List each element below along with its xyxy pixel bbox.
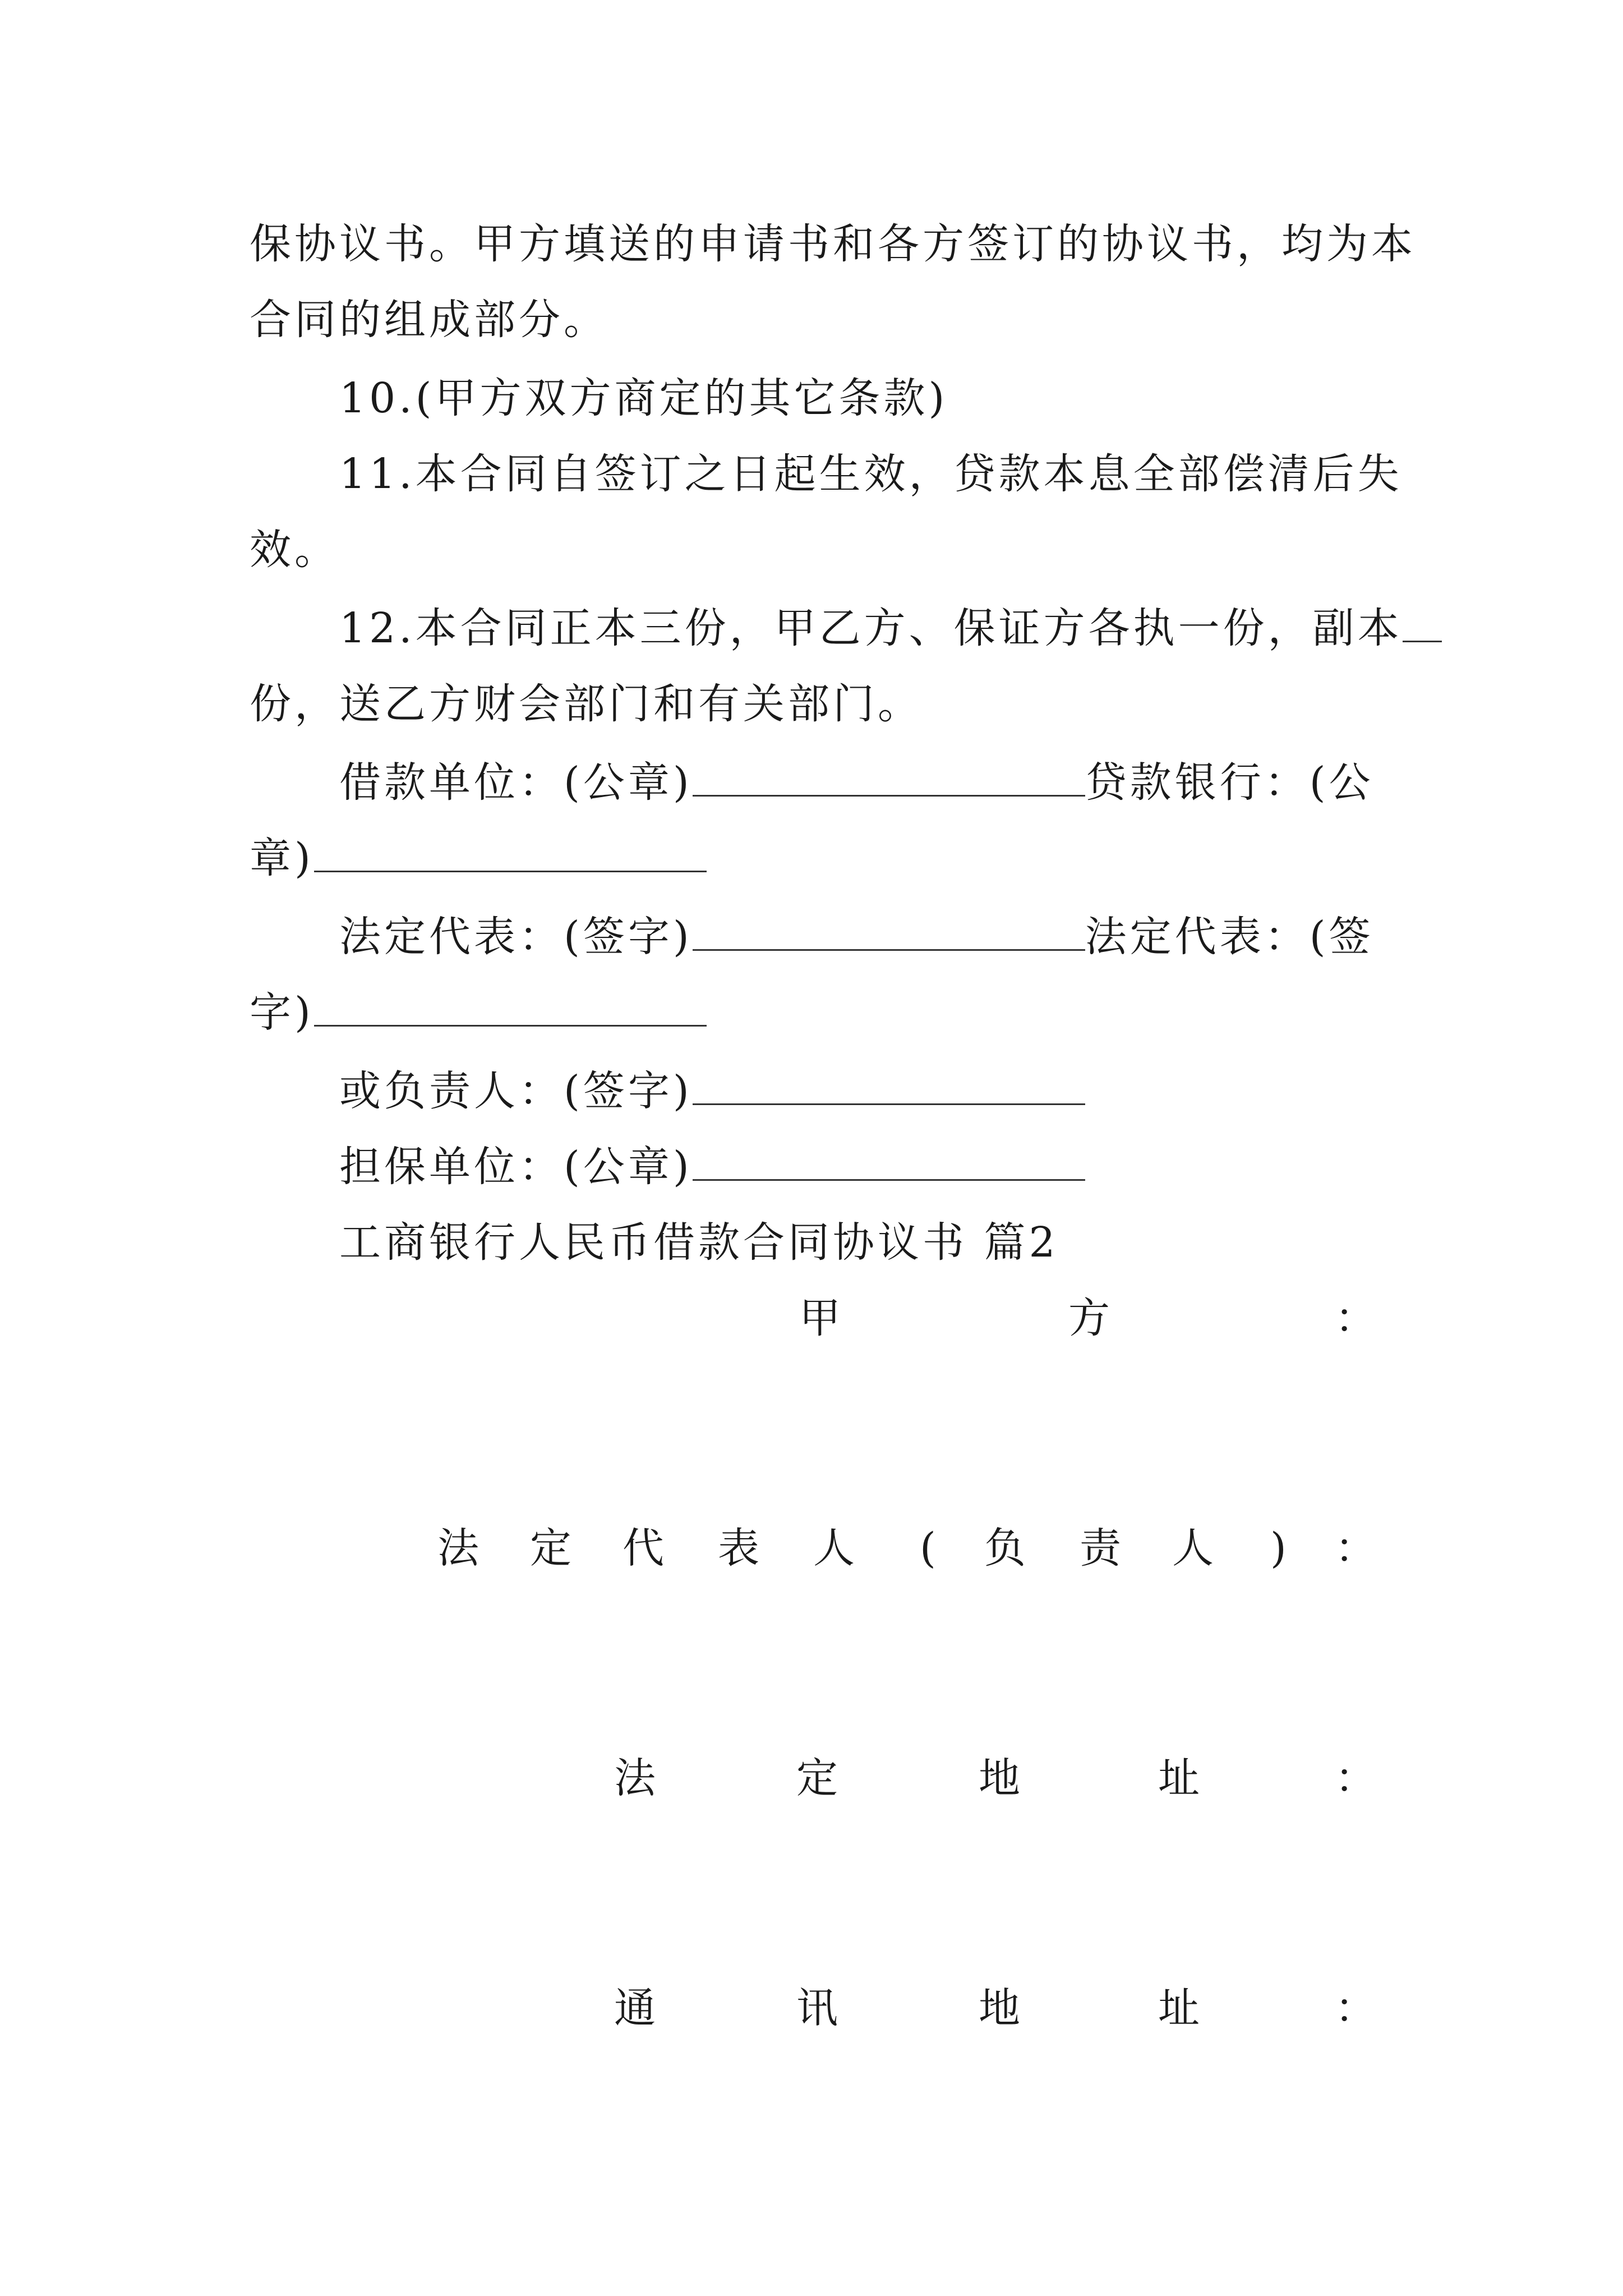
mail-address-colon: ： (1335, 1984, 1376, 2032)
para11-line1: 11.本合同自签订之日起生效，贷款本息全部偿清后失 (339, 450, 1403, 498)
para11-line2: 效。 (250, 526, 339, 574)
borrower-label: 借款单位：(公章) (339, 758, 693, 807)
legal-address-char-3: 地 (979, 1754, 1020, 1802)
bank-label: 贷款银行：(公 (1085, 758, 1374, 807)
legal-rep-char-6: ( (920, 1524, 936, 1572)
legal-rep2-label-cont: 字) (250, 988, 314, 1037)
sig-row-legal-rep (339, 909, 1374, 965)
mail-address-char-3: 地 (979, 1984, 1020, 2032)
legal-rep-label: 法定代表：(签字) (339, 913, 693, 961)
legal-rep-char-9: 人 (1172, 1524, 1214, 1572)
sig-row-responsible (339, 1063, 1085, 1119)
responsible-label: 或负责人：(签字) (339, 1067, 693, 1115)
mail-address-char-4: 址 (1158, 1984, 1200, 2032)
sig-row-guarantor (339, 1139, 1085, 1195)
legal-rep-char-8: 责 (1080, 1524, 1121, 1572)
mail-address-char-2: 讯 (796, 1984, 838, 2032)
mail-address-char-1: 通 (614, 1984, 656, 2032)
legal-address-char-4: 址 (1158, 1754, 1200, 1802)
para12-line1 (339, 600, 1442, 656)
bank-label-cont: 章) (250, 834, 314, 882)
legal-rep2-blank (314, 986, 707, 1027)
legal-rep2-label: 法定代表：(签 (1085, 913, 1374, 961)
sig-row-borrower (339, 754, 1374, 811)
legal-rep-char-1: 法 (437, 1524, 479, 1572)
copies-blank (1403, 601, 1442, 642)
legal-address-char-1: 法 (614, 1754, 656, 1802)
para9-line1: 保协议书。甲方填送的申请书和各方签订的协议书，均为本 (250, 220, 1416, 268)
legal-rep-blank (693, 910, 1085, 951)
legal-rep-char-7: 负 (984, 1524, 1026, 1572)
guarantor-blank (693, 1140, 1085, 1181)
bank-blank (314, 831, 707, 872)
sig-row-bank-cont (250, 830, 707, 886)
legal-rep-char-2: 定 (530, 1524, 571, 1572)
legal-rep-colon: ： (1335, 1524, 1376, 1572)
section2-title: 工商银行人民币借款合同协议书 篇2 (339, 1218, 1059, 1267)
sig-row-legal-rep2-cont (250, 984, 707, 1041)
legal-rep-char-5: 人 (813, 1524, 855, 1572)
party-a-char-1: 甲 (799, 1294, 841, 1342)
para12-line2: 份，送乙方财会部门和有关部门。 (250, 680, 923, 728)
responsible-blank (693, 1064, 1085, 1105)
para12-text: 12.本合同正本三份，甲乙方、保证方各执一份，副本 (339, 604, 1403, 652)
para10: 10.(甲方双方商定的其它条款) (339, 374, 948, 422)
legal-rep-char-10: ) (1270, 1524, 1287, 1572)
party-a-colon: ： (1335, 1294, 1376, 1342)
party-a-char-2: 方 (1068, 1294, 1110, 1342)
legal-rep-char-4: 表 (718, 1524, 759, 1572)
para9-line2: 合同的组成部分。 (250, 296, 608, 344)
legal-address-colon: ： (1335, 1754, 1376, 1802)
guarantor-label: 担保单位：(公章) (339, 1143, 693, 1191)
legal-rep-char-3: 代 (623, 1524, 664, 1572)
borrower-blank (693, 756, 1085, 797)
legal-address-char-2: 定 (796, 1754, 838, 1802)
